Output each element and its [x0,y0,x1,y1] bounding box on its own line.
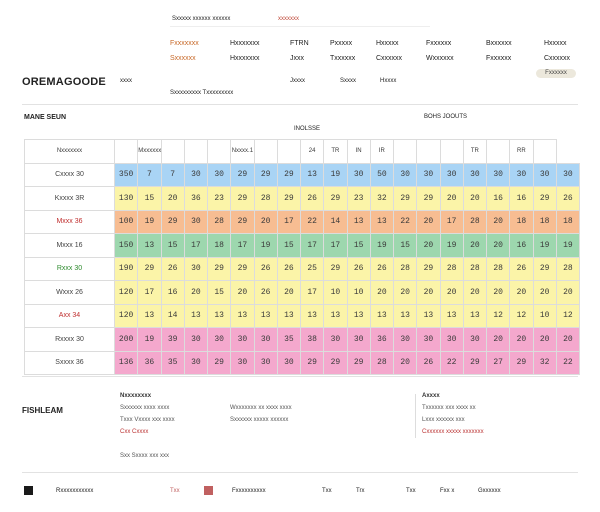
grid-cell[interactable]: 13 [347,304,370,328]
grid-cell[interactable]: 28 [370,351,393,375]
nav-link-14[interactable]: Wxxxxxx [426,55,454,62]
brand-logo[interactable]: OREMAGOODE [22,76,106,88]
grid-cell[interactable]: 30 [463,163,486,187]
grid-cell[interactable]: 120 [115,281,138,305]
table-row [25,257,580,281]
grid-cell[interactable]: 12 [510,304,533,328]
brand-side-label: xxxx [120,78,132,84]
row-label[interactable]: Mxxx 16 [25,234,115,258]
grid-cell[interactable]: 30 [440,328,463,352]
grid-cell[interactable]: 30 [533,163,556,187]
grid-cell[interactable]: 190 [115,257,138,281]
legend-swatch-2 [204,486,213,495]
notes-col1-line-2: Txxx Vxxxx xxx xxxx [120,417,175,423]
grid-header-cell: IN [347,140,370,164]
grid-cell[interactable]: 20 [184,281,207,305]
grid-header-cell [254,140,277,164]
grid-cell[interactable]: 17 [138,281,161,305]
nav-link-16[interactable]: Cxxxxxx [544,55,571,62]
grid-cell[interactable]: 20 [510,328,533,352]
grid-cell[interactable]: 30 [347,163,370,187]
grid-header-cell: Nxxxx.1 [231,140,254,164]
grid-header-cell [161,140,184,164]
grid-cell[interactable]: 18 [556,210,579,234]
legend-label-6: Txx [406,488,416,494]
grid-cell[interactable]: 20 [440,281,463,305]
grid-cell[interactable]: 19 [138,210,161,234]
grid-header-cell [394,140,417,164]
row-label[interactable]: Mxxx 36 [25,210,115,234]
grid-cell[interactable]: 22 [556,351,579,375]
nav-link-15[interactable]: Fxxxxxx [486,55,512,62]
grid-cell[interactable]: 13 [138,304,161,328]
grid-cell[interactable]: 30 [440,163,463,187]
grid-cell[interactable]: 26 [161,257,184,281]
grid-cell[interactable]: 120 [115,304,138,328]
grid-cell[interactable]: 13 [417,304,440,328]
subnav-link-1[interactable]: Jxxxx [290,78,305,84]
grid-cell[interactable]: 17 [440,210,463,234]
grid-cell[interactable]: 13 [324,304,347,328]
grid-cell[interactable]: 20 [556,328,579,352]
grid-cell[interactable]: 16 [161,281,184,305]
grid-cell[interactable]: 30 [254,351,277,375]
grid-cell[interactable]: 20 [487,210,510,234]
grid-cell[interactable]: 29 [301,351,324,375]
table-row [25,351,580,375]
grid-cell[interactable]: 29 [510,351,533,375]
notes-col3-red: Cxxxxxx xxxxx xxxxxxx [422,429,484,435]
grid-cell[interactable]: 28 [463,210,486,234]
notes-col3-line-2: Lxxx xxxxxx xxx [422,417,465,423]
grid-cell[interactable]: 29 [208,351,231,375]
grid-cell[interactable]: 10 [324,281,347,305]
grid-cell[interactable]: 28 [394,257,417,281]
grid-cell[interactable]: 28 [556,257,579,281]
legend-label-1: Rxxxxxxxxxxx [56,488,94,494]
grid-cell[interactable]: 20 [370,281,393,305]
grid-cell[interactable]: 15 [208,281,231,305]
grid-cell[interactable]: 14 [324,210,347,234]
grid-cell[interactable]: 30 [510,163,533,187]
grid-cell[interactable]: 36 [370,328,393,352]
legend-label-3: Fxxxxxxxxxx [232,488,266,494]
grid-cell[interactable]: 10 [533,304,556,328]
notes-col2-line-1: Wxxxxxxx xx xxxx xxxx [230,405,292,411]
nav-link-4[interactable]: Pxxxxx [330,40,353,47]
table-right-label: BOHS JOOUTS [424,114,468,120]
grid-cell[interactable]: 100 [115,210,138,234]
subnav-link-2[interactable]: Sxxxx [340,78,357,84]
legend-swatch-1 [24,486,33,495]
grid-cell[interactable]: 20 [510,281,533,305]
notes-col1-extra: Sxx Sxxxx xxx xxx [120,453,170,459]
grid-cell[interactable]: 200 [115,328,138,352]
legend-label-8: Gxxxxxx [478,488,501,494]
grid-cell[interactable]: 20 [487,328,510,352]
grid-cell[interactable]: 36 [184,187,207,211]
nav-link-5[interactable]: Hxxxxx [376,40,399,47]
grid-cell[interactable]: 29 [417,257,440,281]
grid-cell[interactable]: 19 [138,328,161,352]
grid-cell[interactable]: 16 [510,187,533,211]
table-row [25,304,580,328]
grid-cell[interactable]: 39 [161,328,184,352]
grid-cell[interactable]: 23 [208,187,231,211]
grid-cell[interactable]: 29 [231,163,254,187]
grid-cell[interactable]: 30 [417,328,440,352]
grid-cell[interactable]: 18 [510,210,533,234]
grid-cell[interactable]: 13 [463,304,486,328]
grid-cell[interactable]: 32 [370,187,393,211]
grid-cell[interactable]: 36 [138,351,161,375]
data-grid [24,139,580,375]
grid-cell[interactable]: 30 [324,328,347,352]
grid-cell[interactable]: 22 [440,351,463,375]
grid-cell[interactable]: 30 [231,328,254,352]
row-label[interactable]: Rxxx 30 [25,257,115,281]
grid-cell[interactable]: 30 [184,163,207,187]
grid-cell[interactable]: 15 [277,234,300,258]
nav-link-9[interactable]: Sxxxxxx [170,55,196,62]
grid-cell[interactable]: 29 [208,257,231,281]
grid-cell[interactable]: 30 [394,328,417,352]
nav-link-2[interactable]: Hxxxxxxx [230,40,260,47]
grid-cell[interactable]: 20 [463,281,486,305]
grid-cell[interactable]: 15 [161,234,184,258]
grid-cell[interactable]: 28 [208,210,231,234]
grid-cell[interactable]: 29 [347,351,370,375]
grid-cell[interactable]: 7 [138,163,161,187]
legend-label-2: Txx [170,488,180,494]
grid-cell[interactable]: 35 [277,328,300,352]
grid-cell[interactable]: 30 [208,328,231,352]
grid-cell[interactable]: 17 [324,234,347,258]
notes-col1-line-3: Cxx Cxxxx [120,429,149,435]
grid-cell[interactable]: 130 [115,187,138,211]
grid-cell[interactable]: 17 [184,234,207,258]
grid-cell[interactable]: 25 [301,257,324,281]
grid-header-cell: IR [370,140,393,164]
nav-link-10[interactable]: Hxxxxxxx [230,55,260,62]
grid-cell[interactable]: 30 [394,163,417,187]
grid-cell[interactable]: 13 [231,304,254,328]
notes-divider-top [22,376,578,377]
grid-cell[interactable]: 20 [231,281,254,305]
table-row [25,234,580,258]
grid-cell[interactable]: 26 [370,257,393,281]
grid-cell[interactable]: 26 [254,257,277,281]
grid-cell[interactable]: 29 [417,187,440,211]
grid-cell[interactable]: 26 [347,257,370,281]
grid-cell[interactable]: 13 [301,163,324,187]
grid-cell[interactable]: 30 [254,328,277,352]
grid-header-cell [417,140,440,164]
subnav-link-3[interactable]: Hxxxx [380,78,397,84]
top-divider [170,26,430,27]
grid-cell[interactable]: 26 [301,187,324,211]
grid-cell[interactable]: 29 [277,163,300,187]
grid-cell[interactable]: 30 [463,328,486,352]
grid-cell[interactable]: 28 [440,257,463,281]
grid-cell[interactable]: 30 [556,163,579,187]
grid-cell[interactable]: 26 [417,351,440,375]
grid-cell[interactable]: 20 [417,210,440,234]
grid-cell[interactable]: 20 [533,281,556,305]
grid-cell[interactable]: 30 [347,328,370,352]
row-label[interactable]: Cxxxx 30 [25,163,115,187]
grid-cell[interactable]: 13 [301,304,324,328]
nav-link-3[interactable]: FTRN [290,40,309,47]
table-row [25,281,580,305]
grid-cell[interactable]: 35 [161,351,184,375]
notes-col1-title: Nxxxxxxxx [120,393,152,399]
grid-cell[interactable]: 16 [487,187,510,211]
grid-header-cell: Mxxxxxx [138,140,161,164]
grid-cell[interactable]: 29 [324,257,347,281]
grid-cell[interactable]: 19 [556,234,579,258]
top-crumb-accent[interactable]: xxxxxxx [278,16,299,22]
grid-cell[interactable]: 20 [440,187,463,211]
grid-cell[interactable]: 136 [115,351,138,375]
legend-label-5: Trx [356,488,365,494]
grid-cell[interactable]: 20 [417,234,440,258]
legend-label-4: Txx [322,488,332,494]
grid-cell[interactable]: 20 [394,351,417,375]
grid-cell[interactable]: 20 [161,187,184,211]
grid-cell[interactable]: 20 [533,328,556,352]
grid-header-cell [277,140,300,164]
grid-cell[interactable]: 12 [487,304,510,328]
nav-link-7[interactable]: Bxxxxxx [486,40,512,47]
grid-cell[interactable]: 13 [254,304,277,328]
grid-cell[interactable]: 15 [347,234,370,258]
grid-cell[interactable]: 29 [138,257,161,281]
grid-cell[interactable]: 13 [440,304,463,328]
grid-cell[interactable]: 22 [301,210,324,234]
grid-header-cell: TR [324,140,347,164]
grid-cell[interactable]: 13 [394,304,417,328]
grid-cell[interactable]: 29 [231,210,254,234]
grid-cell[interactable]: 17 [301,281,324,305]
grid-cell[interactable]: 13 [277,304,300,328]
grid-cell[interactable]: 13 [370,210,393,234]
grid-cell[interactable]: 29 [394,187,417,211]
grid-cell[interactable]: 20 [487,281,510,305]
grid-cell[interactable]: 19 [440,234,463,258]
grid-cell[interactable]: 28 [254,187,277,211]
grid-cell[interactable]: 28 [463,257,486,281]
table-row [25,187,580,211]
top-crumb-title: Sxxxxx xxxxxx xxxxxx [172,16,231,22]
notes-col1-line-1: Sxxxxxx xxxx xxxx [120,405,170,411]
grid-cell[interactable]: 18 [208,234,231,258]
grid-cell[interactable]: 12 [556,304,579,328]
grid-cell[interactable]: 20 [394,281,417,305]
grid-cell[interactable]: 22 [394,210,417,234]
grid-cell[interactable]: 29 [324,351,347,375]
grid-cell[interactable]: 15 [138,187,161,211]
notes-col3-line-1: Txxxxxx xxx xxxx xx [422,405,476,411]
table-row [25,163,580,187]
grid-header-cell [487,140,510,164]
grid-cell[interactable]: 19 [324,163,347,187]
grid-cell[interactable]: 20 [556,281,579,305]
grid-cell[interactable]: 30 [184,257,207,281]
grid-cell[interactable]: 150 [115,234,138,258]
table-center-label: INOLSSE [294,126,321,132]
grid-cell[interactable]: 16 [510,234,533,258]
nav-link-11[interactable]: Jxxx [290,55,304,62]
grid-cell[interactable]: 30 [277,351,300,375]
grid-header-cell [533,140,556,164]
grid-cell[interactable]: 19 [533,234,556,258]
grid-cell[interactable]: 30 [231,351,254,375]
grid-cell[interactable]: 29 [324,187,347,211]
grid-cell[interactable]: 20 [463,234,486,258]
grid-cell[interactable]: 19 [254,234,277,258]
grid-cell[interactable]: 13 [184,304,207,328]
grid-cell[interactable]: 26 [254,281,277,305]
grid-cell[interactable]: 29 [161,210,184,234]
legend-divider [22,472,578,473]
legend-label-7: Fxx x [440,488,455,494]
grid-cell[interactable]: 30 [208,163,231,187]
grid-header-cell [440,140,463,164]
grid-cell[interactable]: 29 [231,187,254,211]
grid-cell[interactable]: 29 [254,163,277,187]
header-divider [22,104,578,105]
grid-cell[interactable]: 29 [277,187,300,211]
grid-cell[interactable]: 20 [417,281,440,305]
grid-cell[interactable]: 13 [370,304,393,328]
row-label[interactable]: Rxxxx 30 [25,328,115,352]
grid-cell[interactable]: 30 [184,328,207,352]
grid-cell[interactable]: 30 [487,163,510,187]
grid-cell[interactable]: 30 [184,351,207,375]
grid-cell[interactable]: 15 [394,234,417,258]
grid-cell[interactable]: 13 [347,210,370,234]
nav-link-12[interactable]: Txxxxxx [330,55,356,62]
grid-header-cell [115,140,138,164]
grid-cell[interactable]: 20 [277,281,300,305]
grid-cell[interactable]: 20 [254,210,277,234]
grid-cell[interactable]: 13 [208,304,231,328]
grid-cell[interactable]: 17 [277,210,300,234]
grid-cell[interactable]: 30 [184,210,207,234]
grid-cell[interactable]: 17 [231,234,254,258]
row-label[interactable]: Sxxxx 36 [25,351,115,375]
grid-cell[interactable]: 20 [487,234,510,258]
grid-header-row [25,140,580,164]
grid-cell[interactable]: 28 [487,257,510,281]
table-row [25,210,580,234]
grid-cell[interactable]: 13 [138,234,161,258]
grid-cell[interactable]: 32 [533,351,556,375]
grid-cell[interactable]: 29 [533,257,556,281]
table-left-label: MANE SEUN [24,114,67,121]
nav-link-13[interactable]: Cxxxxxx [376,55,403,62]
grid-cell[interactable]: 23 [347,187,370,211]
grid-cell[interactable]: 26 [277,257,300,281]
page-subtitle: Sxxxxxxxxx Txxxxxxxxx [170,90,234,96]
notes-column-3 [422,390,484,438]
grid-cell[interactable]: 17 [301,234,324,258]
grid-header-cell [184,140,207,164]
notes-title: FISHLEAM [22,406,63,415]
row-label[interactable]: Wxxx 26 [25,281,115,305]
notes-col2-line-2: Sxxxxxx xxxxx xxxxxx [230,417,289,423]
grid-cell[interactable]: 18 [533,210,556,234]
notes-column-1 [120,390,175,438]
notes-separator [415,394,416,438]
grid-cell[interactable]: 19 [370,234,393,258]
table-row [25,328,580,352]
grid-cell[interactable]: 29 [533,187,556,211]
grid-header-cell: TR [463,140,486,164]
grid-cell[interactable]: 29 [463,351,486,375]
grid-cell[interactable]: 29 [231,257,254,281]
grid-cell[interactable]: 26 [510,257,533,281]
nav-link-8[interactable]: Hxxxxx [544,40,567,47]
notes-column-2 [230,402,292,426]
row-label[interactable]: Kxxxx 3R [25,187,115,211]
grid-cell[interactable]: 14 [161,304,184,328]
header-pill-button[interactable]: Fxxxxxx [536,69,576,78]
notes-col3-title: Axxxx [422,393,440,399]
grid-cell[interactable]: 30 [417,163,440,187]
grid-cell[interactable]: 7 [161,163,184,187]
nav-link-6[interactable]: Fxxxxxx [426,40,452,47]
nav-link-1[interactable]: Fxxxxxxx [170,40,199,47]
grid-cell[interactable]: 350 [115,163,138,187]
grid-cell[interactable]: 27 [487,351,510,375]
grid-cell[interactable]: 50 [370,163,393,187]
row-label[interactable]: Axx 34 [25,304,115,328]
grid-cell[interactable]: 26 [556,187,579,211]
grid-header-cell [208,140,231,164]
grid-cell[interactable]: 38 [301,328,324,352]
grid-cell[interactable]: 10 [347,281,370,305]
grid-header-cell: RR [510,140,533,164]
grid-cell[interactable]: 20 [463,187,486,211]
grid-header-cell: 24 [301,140,324,164]
grid-header-corner: Nxxxxxxx [25,140,115,164]
